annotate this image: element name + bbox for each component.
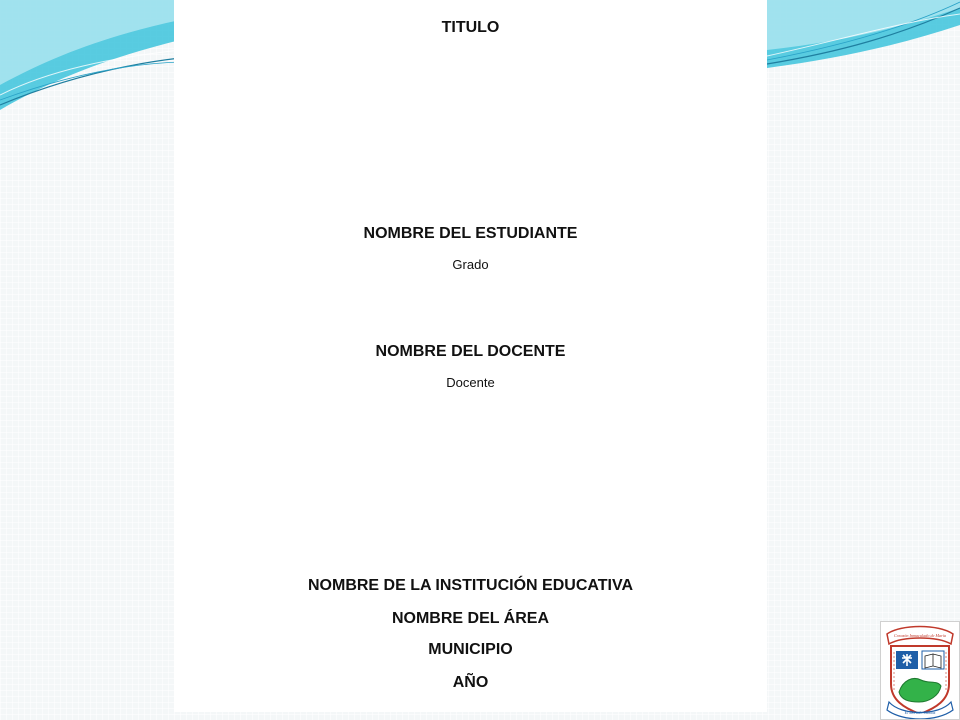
logo-top-text: Corazón Inmaculado de María	[894, 633, 946, 638]
logo-bottom-text: El Dorado Caldas	[904, 710, 936, 715]
year-text: AÑO	[452, 674, 489, 691]
title-text: TITULO	[441, 19, 500, 36]
grade-text: Grado	[452, 257, 489, 272]
area-text: NOMBRE DEL ÁREA	[391, 610, 550, 627]
school-logo	[880, 621, 960, 720]
student-name-text: NOMBRE DEL ESTUDIANTE	[363, 225, 578, 242]
institution-text: NOMBRE DE LA INSTITUCIÓN EDUCATIVA	[307, 577, 634, 594]
municipality-text: MUNICIPIO	[428, 641, 513, 658]
wave-decoration-left	[0, 0, 180, 110]
wave-decoration-right	[767, 0, 960, 68]
document-page	[174, 0, 767, 712]
school-shield-icon	[881, 622, 959, 719]
teacher-label-text: Docente	[446, 375, 495, 390]
teacher-name-text: NOMBRE DEL DOCENTE	[375, 343, 566, 360]
